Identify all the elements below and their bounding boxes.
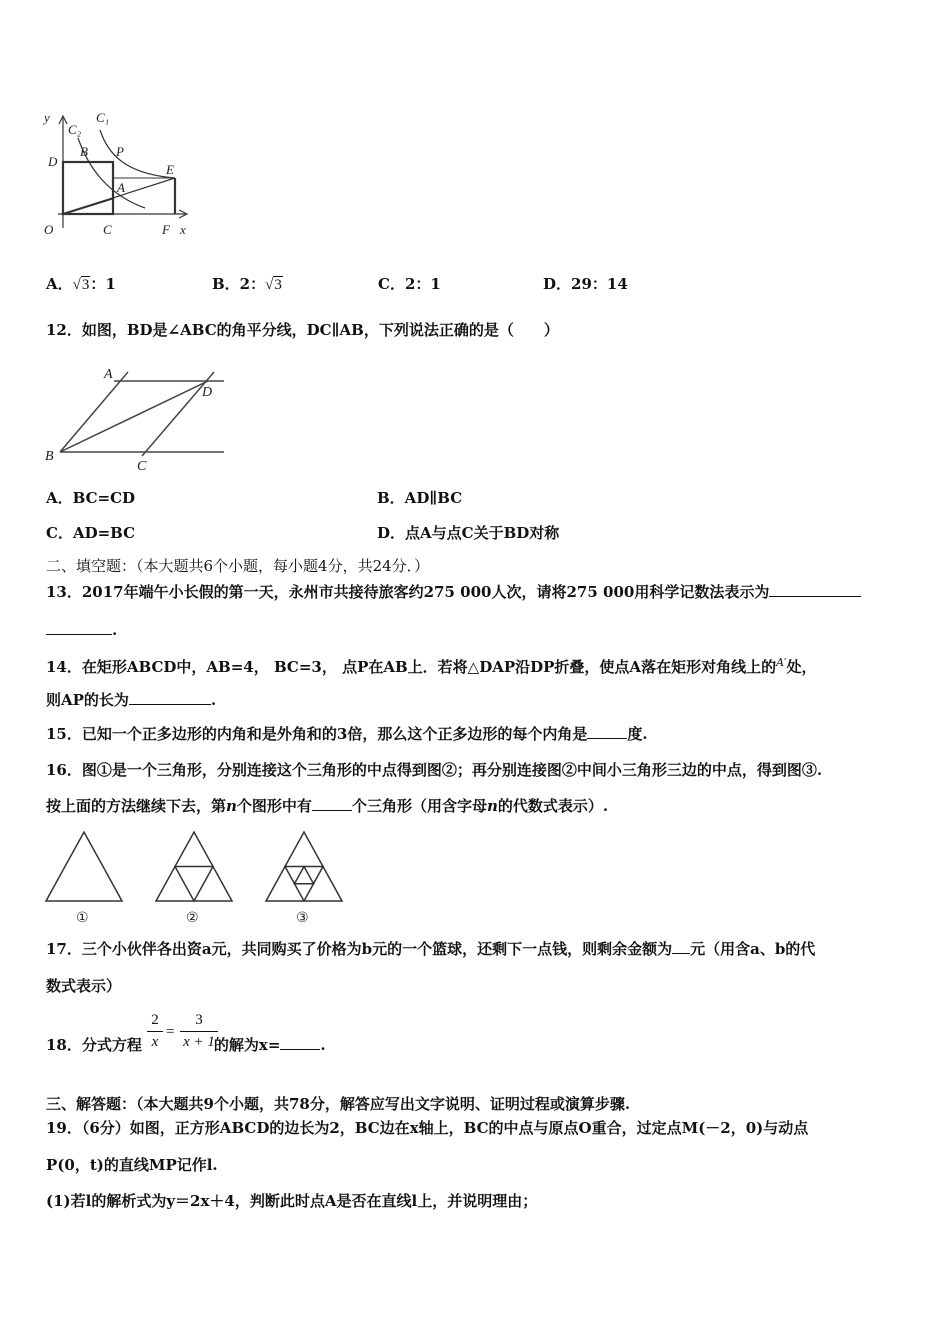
label-c: C [103, 222, 112, 237]
curve-c2 [78, 138, 145, 208]
q12-option-d: D．点A与点C关于BD对称 [377, 524, 560, 542]
q18: 18．分式方程 的解为x= . [46, 1036, 326, 1054]
q11-figure [40, 108, 200, 243]
q12-option-c: C．AD=BC [46, 524, 136, 542]
label-d: D [202, 385, 213, 400]
label-e: E [166, 162, 174, 177]
q15: 15．已知一个正多边形的内角和是外角和的3倍，那么这个正多边形的每个内角是 度. [46, 725, 648, 743]
label-a: A [104, 367, 113, 382]
q19-line3: (1)若l的解析式为y＝2x＋4，判断此时点A是否在直线l上，并说明理由； [46, 1192, 538, 1210]
answer-blank [46, 620, 112, 635]
q16-line1: 16．图①是一个三角形，分别连接这个三角形的中点得到图②；再分别连接图②中间小三角形三边的中点，得到图③. [46, 761, 823, 779]
fig-label-3: ③ [296, 910, 309, 926]
q11-option-c: C．2：1 [378, 275, 441, 293]
q12-figure [42, 358, 228, 476]
label-d: D [48, 154, 58, 169]
curve-c1 [100, 130, 175, 178]
label-b: B [80, 144, 88, 159]
fraction-2: 3 x + 1 [180, 1012, 218, 1051]
q14-line1: 14．在矩形ABCD中，AB=4， BC=3， 点P在AB上．若将△DAP沿DP折叠，使点A落在矩形对角线上的$^{A'}$处， [46, 656, 817, 676]
fig-label-2: ② [186, 910, 199, 926]
label-c1: C₁ [96, 110, 110, 125]
a-prime: A′ [776, 656, 787, 669]
q14-line2: 则AP的长为 . [46, 691, 217, 709]
fraction-1: 2 x [147, 1012, 163, 1051]
q11-option-b: B．2：√3 [212, 275, 282, 293]
section-3-heading: 三、解答题：（本大题共9个小题，共78分，解答应写出文字说明、证明过程或演算步骤. [46, 1095, 631, 1113]
q13-line1: 13．2017年端午小长假的第一天，永州市共接待旅客约275 000人次，请将275 000用科学记数法表示为 [46, 582, 861, 602]
q13-line2: . [46, 620, 117, 640]
triangle-2-mid [175, 867, 213, 902]
label-y: y [44, 110, 50, 125]
triangle-1 [46, 832, 122, 901]
fig-label-1: ① [76, 910, 89, 926]
label-b: B [45, 449, 54, 464]
line-bd [60, 381, 208, 452]
q17-line2: 数式表示） [46, 977, 122, 995]
q16-figures [40, 828, 360, 928]
answer-blank [672, 939, 690, 954]
answer-blank [129, 690, 211, 705]
q11-option-a: A．√3：1 [46, 275, 116, 293]
line-ab-ray [60, 372, 128, 452]
equals-sign: = [166, 1024, 175, 1040]
label-c: C [137, 459, 147, 474]
answer-blank [280, 1035, 320, 1050]
label-a: A [117, 180, 125, 195]
sqrt-symbol: √3 [265, 277, 282, 293]
q17-line1: 17．三个小伙伴各出资a元，共同购买了价格为b元的一个篮球，还剩下一点钱，则剩余金额为 元（用含a、b的代 [46, 940, 816, 958]
sqrt-symbol: √3 [72, 277, 90, 293]
label-p: P [116, 144, 124, 159]
q12-option-a: A．BC=CD [46, 489, 136, 507]
q12-stem: 12．如图，BD是∠ABC的角平分线，DC∥AB，下列说法正确的是（ ） [46, 321, 559, 339]
q16-line2: 按上面的方法继续下去，第n个图形中有 个三角形（用含字母n的代数式表示）. [46, 797, 609, 815]
label-c2: C₂ [68, 122, 82, 137]
q11-option-d: D．29：14 [543, 275, 628, 293]
triangle-3-inner [295, 867, 314, 884]
answer-blank [769, 582, 861, 597]
answer-blank [312, 796, 352, 811]
label-o: O [44, 222, 54, 237]
q19-line1: 19．（6分）如图，正方形ABCD的边长为2，BC边在x轴上，BC的中点与原点O重合，过定点M(－2，0)与动点 [46, 1119, 809, 1137]
section-2-heading: 二、填空题：（本大题共6个小题，每小题4分，共24分．） [46, 557, 430, 575]
answer-blank [587, 724, 627, 739]
label-x: x [180, 222, 186, 237]
q19-line2: P(0，t)的直线MP记作l. [46, 1156, 218, 1174]
q12-option-b: B．AD∥BC [377, 489, 463, 507]
label-f: F [162, 222, 170, 237]
